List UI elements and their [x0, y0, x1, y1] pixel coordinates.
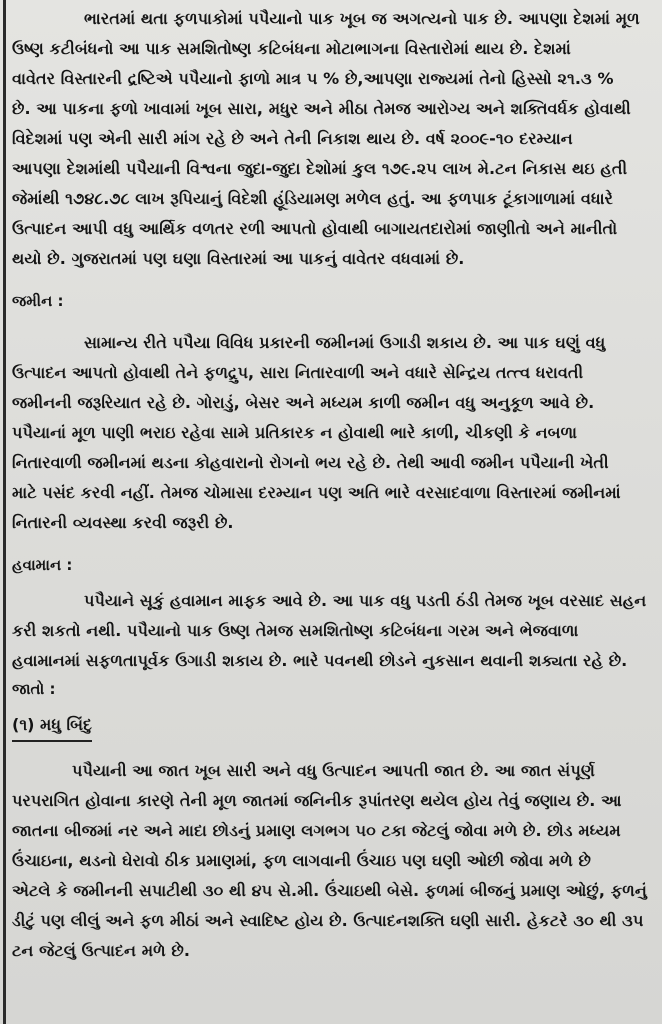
soil-paragraph [12, 328, 654, 538]
soil-line: માટે પસંદ કરવી નહીં. તેમજ ચોમાસા દરમ્યાન પણ અતિ ભારે વરસાદવાળા વિસ્તારમાં જમીનમાં [12, 483, 621, 502]
intro-line: થયો છે. ગુજરાતમાં પણ ઘણા વિસ્તારમાં આ પાકનું વાવેતર વધવામાં છે. [12, 249, 465, 268]
intro-line: છે. આ પાકના ફળો ખાવામાં ખૂબ સારા, મધુર અને મીઠા તેમજ આરોગ્ય અને શક્તિવર્ધક હોવાથી [12, 99, 631, 118]
intro-line: ભારતમાં થતા ફળપાકોમાં પપૈયાનો પાક ખૂબ જ અગત્યનો પાક છે. આપણા દેશમાં મૂળ [84, 9, 640, 28]
climate-line: હવામાનમાં સફળતાપૂર્વક ઉગાડી શકાય છે. ભારે પવનથી છોડને નુકસાન થવાની શક્યતા રહે છે. [12, 651, 628, 670]
climate-line: પપૈયાને સૂકું હવામાન માફક આવે છે. આ પાક વધુ પડતી ઠંડી તેમજ ખૂબ વરસાદ સહન [84, 591, 647, 610]
soil-line: જમીનની જરૂરિયાત રહે છે. ગોરાડું, બેસર અને મધ્યમ કાળી જમીન વધુ અનુકૂળ આવે છે. [12, 393, 595, 412]
soil-line: નિતારની વ્યવસ્થા કરવી જરૂરી છે. [12, 513, 234, 532]
variety-1-paragraph [12, 756, 654, 966]
variety-line: પરપરાગિત હોવાના કારણે તેની મૂળ જાતમાં જનિનીક રૂપાંતરણ થયેલ હોય તેવું જણાય છે. આ [12, 791, 622, 810]
variety-line: ડીટું પણ લીલું અને ફળ મીઠાં અને સ્વાદિષ્ટ હોય છે. ઉત્પાદનશક્તિ ઘણી સારી. હેકટરે ૩૦ થી ૩૫ [12, 911, 644, 930]
variety-line: એટલે કે જમીનની સપાટીથી ૩૦ થી ૪૫ સે.મી. ઉંચાઇથી બેસે. ફળમાં બીજનું પ્રમાણ ઓછું, ફળનું [12, 881, 647, 900]
variety-line: ઉંચાઇના, થડનો ઘેરાવો ઠીક પ્રમાણમાં, ફળ લાગવાની ઉંચાઇ પણ ઘણી ઓછી જોવા મળે છે [12, 851, 592, 870]
variety-line: ટન જેટલું ઉત્પાદન મળે છે. [12, 941, 191, 960]
variety-line: પપૈયાની આ જાત ખૂબ સારી અને વધુ ઉત્પાદન આપતી જાત છે. આ જાત સંપૂર્ણ [72, 761, 595, 780]
soil-line: સામાન્ય રીતે પપૈયા વિવિધ પ્રકારની જમીનમાં ઉગાડી શકાય છે. આ પાક ઘણું વધુ [84, 333, 606, 352]
document-body [12, 4, 654, 966]
intro-line: વિદેશમાં પણ એની સારી માંગ રહે છે અને તેની નિકાશ થાય છે. વર્ષ ૨૦૦૯-૧૦ દરમ્યાન [12, 129, 573, 148]
climate-line: કરી શકતો નથી. પપૈયાનો પાક ઉષ્ણ તેમજ સમશિતોષ્ણ કટિબંધના ગરમ અને ભેજવાળા [12, 621, 579, 640]
climate-heading: હવામાન : [12, 556, 73, 574]
soil-line: પપૈયાનાં મૂળ પાણી ભરાઇ રહેવા સામે પ્રતિકારક ન હોવાથી ભારે કાળી, ચીકણી કે નબળા [12, 423, 578, 442]
soil-line: ઉત્પાદન આપતો હોવાથી તેને ફળદ્રુપ, સારા નિતારવાળી અને વધારે સેન્દ્રિય તત્ત્વ ધરાવતી [12, 363, 584, 382]
intro-line: ઉત્પાદન આપી વધુ આર્થિક વળતર રળી આપતો હોવાથી બાગાયતદારોમાં જાણીતો અને માનીતો [12, 219, 618, 238]
page-left-border [3, 0, 6, 1024]
varieties-heading: જાતો : [12, 680, 56, 698]
soil-heading: જમીન : [12, 292, 64, 310]
soil-line: નિતારવાળી જમીનમાં થડના કોહવારાનો રોગનો ભય રહે છે. તેથી આવી જમીન પપૈયાની ખેતી [12, 453, 609, 472]
intro-line: આપણા દેશમાંથી પપૈયાની વિશ્વના જુદા-જુદા દેશોમાં કુલ ૧૭૯.૨૫ લાખ મે.ટન નિકાસ થઇ હતી [12, 159, 628, 178]
intro-line: ઉષ્ણ કટીબંધનો આ પાક સમશિતોષ્ણ કટિબંધના મોટાભાગના વિસ્તારોમાં થાય છે. દેશમાં [12, 39, 571, 58]
variety-1-heading: (૧) મધુ બિંદુ [12, 710, 92, 742]
intro-line: વાવેતર વિસ્તારની દ્રષ્ટિએ પપૈયાનો ફાળો માત્ર ૫ % છે,આપણા રાજ્યમાં તેનો હિસ્સો ૨૧.૩ % [12, 69, 614, 88]
intro-line: જેમાંથી ૧૭૪૮.૭૮ લાખ રૂપિયાનું વિદેશી હૂંડિયામણ મળેલ હતું. આ ફળપાક ટૂંકાગાળામાં વધારે [12, 189, 613, 208]
climate-paragraph [12, 586, 654, 676]
variety-line: જાતના બીજમાં નર અને માદા છોડનું પ્રમાણ લગભગ ૫૦ ટકા જેટલું જોવા મળે છે. છોડ મધ્યમ [12, 821, 621, 840]
intro-paragraph [12, 4, 654, 274]
